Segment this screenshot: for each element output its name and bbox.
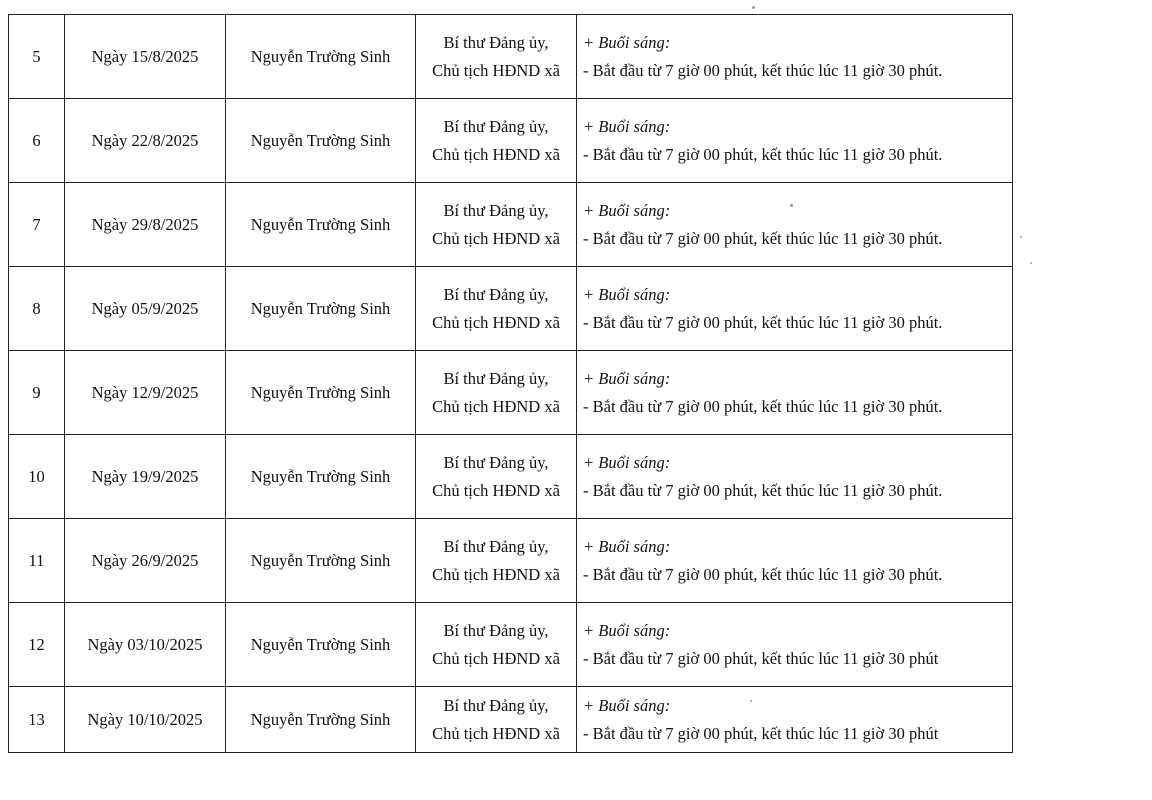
- session-label: + Buổi sáng:: [583, 116, 671, 136]
- row-role: [416, 435, 577, 519]
- row-time: [577, 351, 1013, 435]
- row-name: Nguyễn Trường Sinh: [226, 687, 416, 753]
- row-name: Nguyễn Trường Sinh: [226, 15, 416, 99]
- role-line-1: Bí thư Đảng ủy,: [443, 620, 549, 640]
- row-date: Ngày 15/8/2025: [65, 15, 226, 99]
- row-number: 13: [9, 687, 65, 753]
- row-time: [577, 435, 1013, 519]
- table-row: [9, 183, 1013, 267]
- row-number: 6: [9, 99, 65, 183]
- row-time: [577, 687, 1013, 753]
- row-date: Ngày 19/9/2025: [65, 435, 226, 519]
- row-name: Nguyễn Trường Sinh: [226, 351, 416, 435]
- row-time: [577, 267, 1013, 351]
- session-detail: - Bắt đầu từ 7 giờ 00 phút, kết thúc lúc 11 giờ 30 phút.: [583, 480, 943, 500]
- row-name: Nguyễn Trường Sinh: [226, 267, 416, 351]
- session-detail: - Bắt đầu từ 7 giờ 00 phút, kết thúc lúc 11 giờ 30 phút.: [583, 396, 943, 416]
- session-detail: - Bắt đầu từ 7 giờ 00 phút, kết thúc lúc 11 giờ 30 phút.: [583, 564, 943, 584]
- role-line-1: Bí thư Đảng ủy,: [443, 368, 549, 388]
- session-detail: - Bắt đầu từ 7 giờ 00 phút, kết thúc lúc 11 giờ 30 phút.: [583, 228, 943, 248]
- row-date: Ngày 03/10/2025: [65, 603, 226, 687]
- row-date: Ngày 26/9/2025: [65, 519, 226, 603]
- role-line-2: Chủ tịch HĐND xã: [432, 60, 560, 80]
- row-date: Ngày 22/8/2025: [65, 99, 226, 183]
- session-detail: - Bắt đầu từ 7 giờ 00 phút, kết thúc lúc 11 giờ 30 phút: [583, 723, 939, 743]
- role-line-2: Chủ tịch HĐND xã: [432, 396, 560, 416]
- row-role: [416, 267, 577, 351]
- session-detail: - Bắt đầu từ 7 giờ 00 phút, kết thúc lúc 11 giờ 30 phút: [583, 648, 939, 668]
- session-detail: - Bắt đầu từ 7 giờ 00 phút, kết thúc lúc 11 giờ 30 phút.: [583, 312, 943, 332]
- session-label: + Buổi sáng:: [583, 620, 671, 640]
- role-line-2: Chủ tịch HĐND xã: [432, 480, 560, 500]
- role-line-1: Bí thư Đảng ủy,: [443, 200, 549, 220]
- row-role: [416, 519, 577, 603]
- role-line-2: Chủ tịch HĐND xã: [432, 564, 560, 584]
- row-number: 8: [9, 267, 65, 351]
- session-label: + Buổi sáng:: [583, 284, 671, 304]
- session-label: + Buổi sáng:: [583, 695, 671, 715]
- row-time: [577, 519, 1013, 603]
- scan-speck: [752, 6, 755, 9]
- role-line-1: Bí thư Đảng ủy,: [443, 116, 549, 136]
- table-row: [9, 435, 1013, 519]
- row-number: 10: [9, 435, 65, 519]
- session-label: + Buổi sáng:: [583, 536, 671, 556]
- row-date: Ngày 10/10/2025: [65, 687, 226, 753]
- session-detail: - Bắt đầu từ 7 giờ 00 phút, kết thúc lúc 11 giờ 30 phút.: [583, 60, 943, 80]
- row-name: Nguyễn Trường Sinh: [226, 519, 416, 603]
- role-line-2: Chủ tịch HĐND xã: [432, 723, 560, 743]
- session-detail: - Bắt đầu từ 7 giờ 00 phút, kết thúc lúc 11 giờ 30 phút.: [583, 144, 943, 164]
- session-label: + Buổi sáng:: [583, 368, 671, 388]
- role-line-2: Chủ tịch HĐND xã: [432, 312, 560, 332]
- session-label: + Buổi sáng:: [583, 32, 671, 52]
- row-name: Nguyễn Trường Sinh: [226, 99, 416, 183]
- row-time: [577, 15, 1013, 99]
- scan-speck: [1030, 262, 1032, 264]
- row-number: 7: [9, 183, 65, 267]
- table-row: [9, 519, 1013, 603]
- role-line-1: Bí thư Đảng ủy,: [443, 284, 549, 304]
- role-line-2: Chủ tịch HĐND xã: [432, 648, 560, 668]
- row-name: Nguyễn Trường Sinh: [226, 435, 416, 519]
- table-row: [9, 351, 1013, 435]
- row-time: [577, 183, 1013, 267]
- row-date: Ngày 05/9/2025: [65, 267, 226, 351]
- row-number: 9: [9, 351, 65, 435]
- role-line-1: Bí thư Đảng ủy,: [443, 32, 549, 52]
- row-role: [416, 603, 577, 687]
- role-line-1: Bí thư Đảng ủy,: [443, 536, 549, 556]
- table-row: [9, 15, 1013, 99]
- row-role: [416, 351, 577, 435]
- row-date: Ngày 12/9/2025: [65, 351, 226, 435]
- row-role: [416, 99, 577, 183]
- role-line-2: Chủ tịch HĐND xã: [432, 228, 560, 248]
- scan-speck: [1020, 236, 1022, 238]
- role-line-1: Bí thư Đảng ủy,: [443, 695, 549, 715]
- row-time: [577, 99, 1013, 183]
- reception-schedule-table: [8, 14, 1013, 753]
- table-row: [9, 687, 1013, 753]
- role-line-2: Chủ tịch HĐND xã: [432, 144, 560, 164]
- row-number: 12: [9, 603, 65, 687]
- row-date: Ngày 29/8/2025: [65, 183, 226, 267]
- row-name: Nguyễn Trường Sinh: [226, 603, 416, 687]
- session-label: + Buổi sáng:: [583, 452, 671, 472]
- table-row: [9, 603, 1013, 687]
- row-number: 5: [9, 15, 65, 99]
- role-line-1: Bí thư Đảng ủy,: [443, 452, 549, 472]
- row-role: [416, 687, 577, 753]
- row-role: [416, 183, 577, 267]
- table-row: [9, 99, 1013, 183]
- session-label: + Buổi sáng:: [583, 200, 671, 220]
- row-name: Nguyễn Trường Sinh: [226, 183, 416, 267]
- row-role: [416, 15, 577, 99]
- table-row: [9, 267, 1013, 351]
- row-number: 11: [9, 519, 65, 603]
- row-time: [577, 603, 1013, 687]
